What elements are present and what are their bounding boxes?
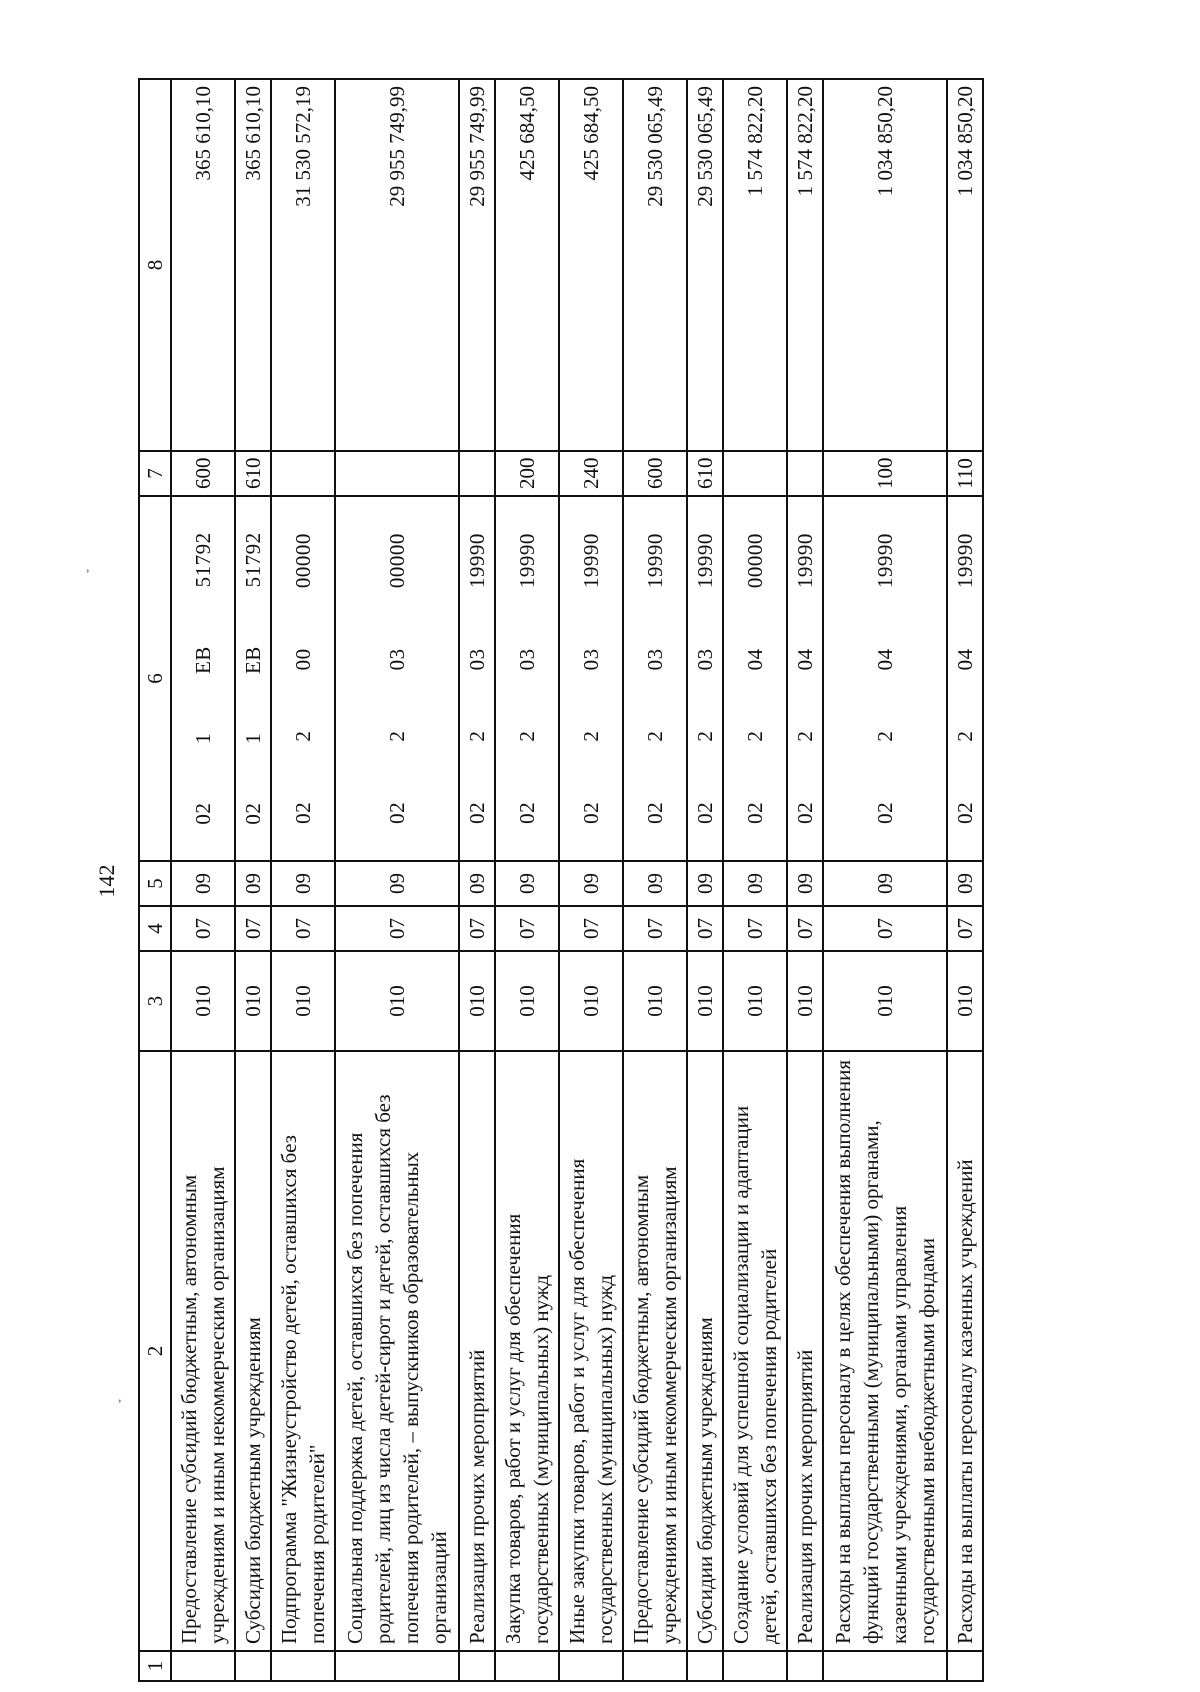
target-code-part: 02 <box>873 801 897 824</box>
target-code-part: 02 <box>515 801 539 824</box>
row-target-article-code <box>559 496 623 861</box>
target-code-part: 04 <box>873 648 897 671</box>
row-description: Социальная поддержка детей, оставшихся без попечения родителей, лиц из числа детей-сирот и детей, оставшихся без попечения родителей, – выпускников образовательных организаций <box>335 1051 459 1651</box>
row-expense-type-code: 610 <box>235 451 271 496</box>
row-target-article-code <box>947 496 983 861</box>
target-code-segments <box>289 503 317 854</box>
row-amount: 29 530 065,49 <box>687 79 723 451</box>
row-number-cell <box>335 1651 459 1681</box>
target-code-segments <box>951 503 979 854</box>
row-expense-type-code: 240 <box>559 451 623 496</box>
target-code-part: 19990 <box>643 533 667 589</box>
table-row <box>459 79 495 1681</box>
header-row <box>139 79 171 1681</box>
row-target-article-code <box>495 496 559 861</box>
target-code-part: 19990 <box>465 533 489 589</box>
row-target-article-code <box>623 496 687 861</box>
target-code-part: 03 <box>465 648 489 671</box>
row-grbs-code: 010 <box>687 951 723 1051</box>
row-description: Реализация прочих мероприятий <box>787 1051 823 1651</box>
table-row <box>171 79 235 1681</box>
row-section-code: 07 <box>787 906 823 951</box>
row-amount: 29 955 749,99 <box>335 79 459 451</box>
header-cell-3: 3 <box>139 951 171 1051</box>
row-grbs-code: 010 <box>823 951 947 1051</box>
target-code-part: 1 <box>191 732 215 744</box>
table-row <box>723 79 787 1681</box>
target-code-part: 2 <box>579 730 603 742</box>
row-amount: 31 530 572,19 <box>271 79 335 451</box>
row-description: Подпрограмма "Жизнеустройство детей, оставшихся без попечения родителей" <box>271 1051 335 1651</box>
row-section-code: 07 <box>171 906 235 951</box>
row-description: Иные закупки товаров, работ и услуг для обеспечения государственных (муниципальных) нужд <box>559 1051 623 1651</box>
header-cell-8: 8 <box>139 79 171 451</box>
row-grbs-code: 010 <box>623 951 687 1051</box>
row-subsection-code: 09 <box>495 861 559 906</box>
row-target-article-code <box>271 496 335 861</box>
table-body <box>171 79 983 1681</box>
row-subsection-code: 09 <box>787 861 823 906</box>
target-code-part: 00000 <box>291 533 315 589</box>
row-amount: 29 530 065,49 <box>623 79 687 451</box>
target-code-part: 02 <box>291 801 315 824</box>
row-expense-type-code <box>459 451 495 496</box>
target-code-part: 02 <box>579 801 603 824</box>
row-amount: 425 684,50 <box>495 79 559 451</box>
rotated-table-container <box>94 80 1140 1682</box>
target-code-segments <box>239 503 267 854</box>
target-code-part: 2 <box>743 730 767 742</box>
row-section-code: 07 <box>947 906 983 951</box>
target-code-segments <box>691 503 719 854</box>
table-row <box>495 79 559 1681</box>
row-section-code: 07 <box>459 906 495 951</box>
target-code-part: 02 <box>191 802 215 825</box>
row-expense-type-code: 610 <box>687 451 723 496</box>
target-code-part: 00000 <box>385 533 409 589</box>
row-number-cell <box>495 1651 559 1681</box>
row-number-cell <box>271 1651 335 1681</box>
row-grbs-code: 010 <box>559 951 623 1051</box>
row-grbs-code: 010 <box>787 951 823 1051</box>
row-amount: 1 574 822,20 <box>723 79 787 451</box>
table-row <box>687 79 723 1681</box>
target-code-segments <box>741 503 769 854</box>
target-code-part: 04 <box>743 648 767 671</box>
row-amount: 425 684,50 <box>559 79 623 451</box>
target-code-part: 2 <box>385 730 409 742</box>
row-section-code: 07 <box>495 906 559 951</box>
target-code-part: 2 <box>291 730 315 742</box>
target-code-part: 03 <box>693 648 717 671</box>
row-section-code: 07 <box>235 906 271 951</box>
header-cell-1: 1 <box>139 1651 171 1681</box>
row-number-cell <box>723 1651 787 1681</box>
target-code-part: 02 <box>743 801 767 824</box>
row-amount: 1 574 822,20 <box>787 79 823 451</box>
row-section-code: 07 <box>559 906 623 951</box>
target-code-part: 02 <box>693 801 717 824</box>
row-description: Расходы на выплаты персоналу в целях обеспечения выполнения функций государственными (муниципальными) органами, казенными учреждениями, органами управления государственными внебюджетными фондами <box>823 1051 947 1651</box>
target-code-part: 03 <box>579 648 603 671</box>
target-code-part: 02 <box>643 801 667 824</box>
row-grbs-code: 010 <box>271 951 335 1051</box>
table-row <box>623 79 687 1681</box>
row-expense-type-code <box>335 451 459 496</box>
row-subsection-code: 09 <box>623 861 687 906</box>
header-cell-2: 2 <box>139 1051 171 1651</box>
row-target-article-code <box>335 496 459 861</box>
row-section-code: 07 <box>823 906 947 951</box>
header-cell-4: 4 <box>139 906 171 951</box>
row-number-cell <box>235 1651 271 1681</box>
row-expense-type-code: 110 <box>947 451 983 496</box>
target-code-part: 02 <box>793 801 817 824</box>
row-amount: 1 034 850,20 <box>823 79 947 451</box>
row-section-code: 07 <box>335 906 459 951</box>
target-code-segments <box>513 503 541 854</box>
header-cell-6: 6 <box>139 496 171 861</box>
target-code-part: 2 <box>793 730 817 742</box>
row-expense-type-code: 100 <box>823 451 947 496</box>
target-code-part: 2 <box>515 730 539 742</box>
row-target-article-code <box>171 496 235 861</box>
row-grbs-code: 010 <box>459 951 495 1051</box>
row-number-cell <box>623 1651 687 1681</box>
target-code-part: 02 <box>385 801 409 824</box>
row-subsection-code: 09 <box>335 861 459 906</box>
target-code-part: 2 <box>643 730 667 742</box>
table-row <box>335 79 459 1681</box>
row-description: Субсидии бюджетным учреждениям <box>687 1051 723 1651</box>
target-code-segments <box>871 503 899 854</box>
target-code-part: 00 <box>291 648 315 671</box>
row-grbs-code: 010 <box>335 951 459 1051</box>
row-expense-type-code <box>271 451 335 496</box>
table-row <box>787 79 823 1681</box>
row-number-cell <box>459 1651 495 1681</box>
row-section-code: 07 <box>687 906 723 951</box>
row-subsection-code: 09 <box>235 861 271 906</box>
target-code-part: 19990 <box>793 533 817 589</box>
target-code-part: 19990 <box>579 533 603 589</box>
row-number-cell <box>787 1651 823 1681</box>
row-description: Реализация прочих мероприятий <box>459 1051 495 1651</box>
row-description: Субсидии бюджетным учреждениям <box>235 1051 271 1651</box>
target-code-part: ЕВ <box>241 646 265 675</box>
header-cell-5: 5 <box>139 861 171 906</box>
row-number-cell <box>559 1651 623 1681</box>
row-grbs-code: 010 <box>723 951 787 1051</box>
row-target-article-code <box>823 496 947 861</box>
target-code-part: 51792 <box>191 532 215 588</box>
target-code-part: 00000 <box>743 533 767 589</box>
target-code-segments <box>577 503 605 854</box>
target-code-part: 03 <box>515 648 539 671</box>
target-code-part: 04 <box>953 648 977 671</box>
row-amount: 1 034 850,20 <box>947 79 983 451</box>
row-subsection-code: 09 <box>687 861 723 906</box>
target-code-part: 19990 <box>873 533 897 589</box>
row-subsection-code: 09 <box>459 861 495 906</box>
target-code-part: ЕВ <box>191 646 215 675</box>
row-amount: 29 955 749,99 <box>459 79 495 451</box>
row-target-article-code <box>235 496 271 861</box>
target-code-part: 03 <box>643 648 667 671</box>
row-subsection-code: 09 <box>171 861 235 906</box>
target-code-part: 1 <box>241 732 265 744</box>
row-subsection-code: 09 <box>559 861 623 906</box>
target-code-segments <box>383 503 411 854</box>
row-description: Расходы на выплаты персоналу казенных учреждений <box>947 1051 983 1651</box>
target-code-part: 19990 <box>515 533 539 589</box>
row-section-code: 07 <box>623 906 687 951</box>
row-expense-type-code <box>787 451 823 496</box>
row-expense-type-code <box>723 451 787 496</box>
row-subsection-code: 09 <box>947 861 983 906</box>
row-description: Создание условий для успешной социализации и адаптации детей, оставшихся без попечения родителей <box>723 1051 787 1651</box>
row-number-cell <box>687 1651 723 1681</box>
row-number-cell <box>823 1651 947 1681</box>
row-grbs-code: 010 <box>947 951 983 1051</box>
target-code-part: 2 <box>953 730 977 742</box>
target-code-part: 2 <box>873 730 897 742</box>
table-row <box>559 79 623 1681</box>
target-code-segments <box>463 503 491 854</box>
row-target-article-code <box>687 496 723 861</box>
row-section-code: 07 <box>723 906 787 951</box>
row-description: Предоставление субсидий бюджетным, автономным учреждениям и иным некоммерческим организациям <box>171 1051 235 1651</box>
row-subsection-code: 09 <box>723 861 787 906</box>
row-amount: 365 610,10 <box>235 79 271 451</box>
target-code-part: 19990 <box>693 533 717 589</box>
row-grbs-code: 010 <box>495 951 559 1051</box>
row-description: Закупка товаров, работ и услуг для обеспечения государственных (муниципальных) нужд <box>495 1051 559 1651</box>
table-row <box>235 79 271 1681</box>
scan-speck: , <box>86 560 90 575</box>
target-code-segments <box>641 503 669 854</box>
row-target-article-code <box>723 496 787 861</box>
target-code-segments <box>791 503 819 854</box>
row-subsection-code: 09 <box>271 861 335 906</box>
row-amount: 365 610,10 <box>171 79 235 451</box>
row-expense-type-code: 600 <box>623 451 687 496</box>
target-code-part: 2 <box>465 730 489 742</box>
row-number-cell <box>947 1651 983 1681</box>
row-target-article-code <box>787 496 823 861</box>
row-expense-type-code: 200 <box>495 451 559 496</box>
budget-table <box>138 78 984 1682</box>
header-cell-7: 7 <box>139 451 171 496</box>
row-expense-type-code: 600 <box>171 451 235 496</box>
row-subsection-code: 09 <box>823 861 947 906</box>
scan-speck: , <box>118 1390 122 1405</box>
target-code-part: 51792 <box>241 532 265 588</box>
table-row <box>947 79 983 1681</box>
page-number: 142 <box>94 864 119 898</box>
target-code-part: 19990 <box>953 533 977 589</box>
row-grbs-code: 010 <box>235 951 271 1051</box>
target-code-part: 04 <box>793 648 817 671</box>
row-target-article-code <box>459 496 495 861</box>
target-code-segments <box>189 503 217 854</box>
target-code-part: 03 <box>385 648 409 671</box>
target-code-part: 2 <box>693 730 717 742</box>
row-description: Предоставление субсидий бюджетным, автономным учреждениям и иным некоммерческим организациям <box>623 1051 687 1651</box>
target-code-part: 02 <box>465 801 489 824</box>
row-section-code: 07 <box>271 906 335 951</box>
target-code-part: 02 <box>953 801 977 824</box>
table-row <box>271 79 335 1681</box>
table-row <box>823 79 947 1681</box>
row-number-cell <box>171 1651 235 1681</box>
row-grbs-code: 010 <box>171 951 235 1051</box>
target-code-part: 02 <box>241 802 265 825</box>
